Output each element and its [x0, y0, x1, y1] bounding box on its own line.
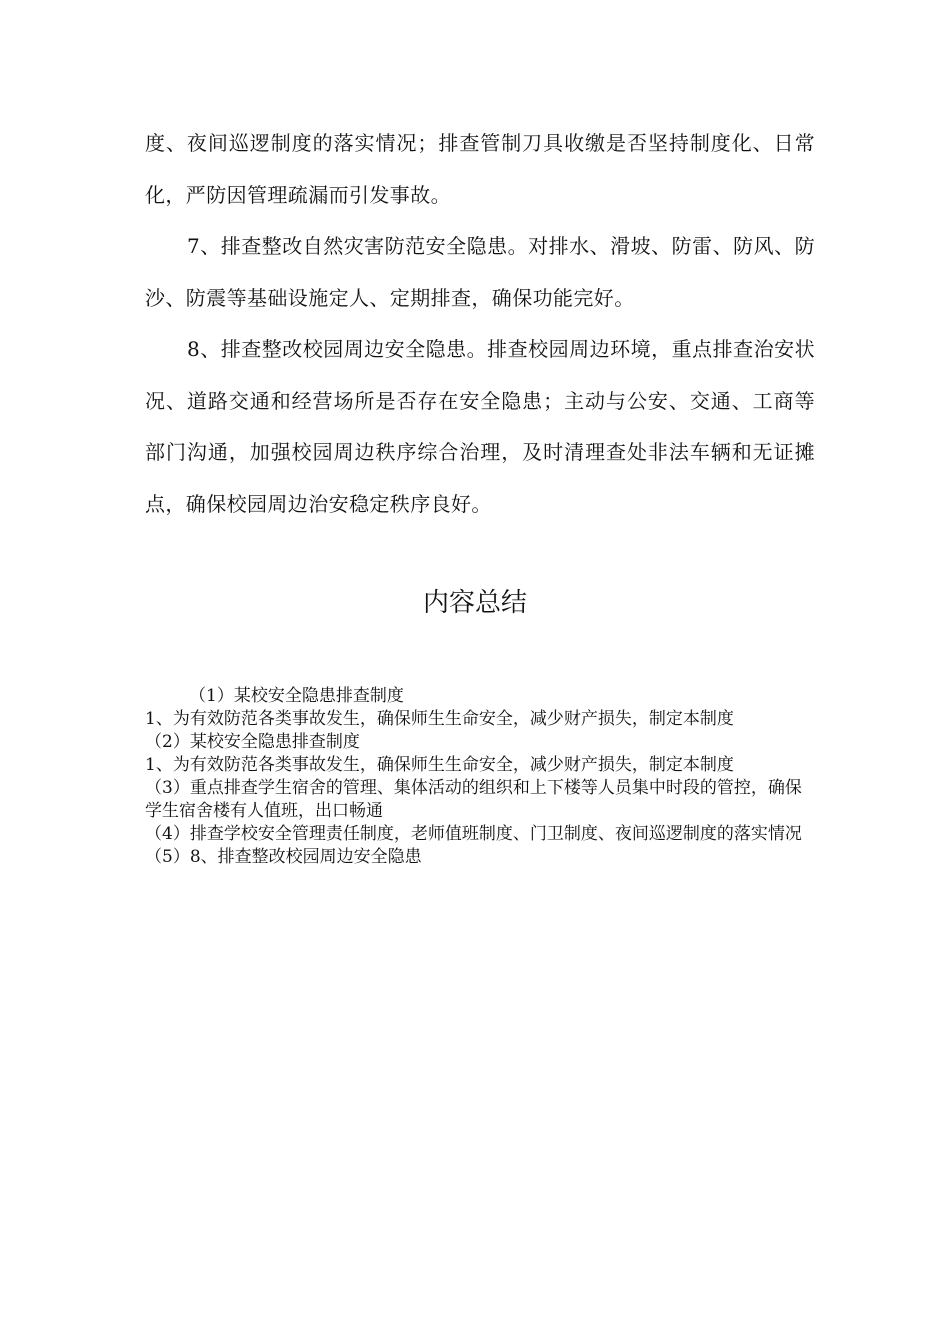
summary-title: 内容总结 — [422, 588, 527, 618]
summary-line-6: （4）排查学校安全管理责任制度，老师值班制度、门卫制度、夜间巡逻制度的落实情况 — [145, 824, 802, 844]
body-paragraph-2: 7、排查整改自然灾害防范安全隐患。对排水、滑坡、防雷、防风、防沙、防震等基础设施定人、定期排查，确保功能完好。 — [145, 234, 815, 310]
summary-list — [145, 685, 810, 869]
summary-line-7: （5）8、排查整改校园周边安全隐患 — [145, 847, 422, 867]
summary-line-5: （3）重点排查学生宿舍的管理、集体活动的组织和上下楼等人员集中时段的管控，确保学生宿舍楼有人值班，出口畅通 — [145, 778, 802, 821]
body-paragraph-1: 度、夜间巡逻制度的落实情况；排查管制刀具收缴是否坚持制度化、日常化，严防因管理疏漏而引发事故。 — [145, 131, 815, 207]
summary-line-1: （1）某校安全隐患排查制度 — [189, 686, 404, 706]
summary-line-3: （2）某校安全隐患排查制度 — [145, 732, 360, 752]
body-paragraph-3: 8、排查整改校园周边安全隐患。排查校园周边环境，重点排查治安状况、道路交通和经营场所是否存在安全隐患；主动与公安、交通、工商等部门沟通，加强校园周边秩序综合治理，及时清理查处非法车辆和无证摊点，确保校园周边治安稳定秩序良好。 — [145, 337, 815, 516]
body-text — [145, 118, 815, 530]
summary-line-2: 1、为有效防范各类事故发生，确保师生生命安全，减少财产损失，制定本制度 — [145, 709, 734, 729]
summary-line-4: 1、为有效防范各类事故发生，确保师生生命安全，减少财产损失，制定本制度 — [145, 755, 734, 775]
